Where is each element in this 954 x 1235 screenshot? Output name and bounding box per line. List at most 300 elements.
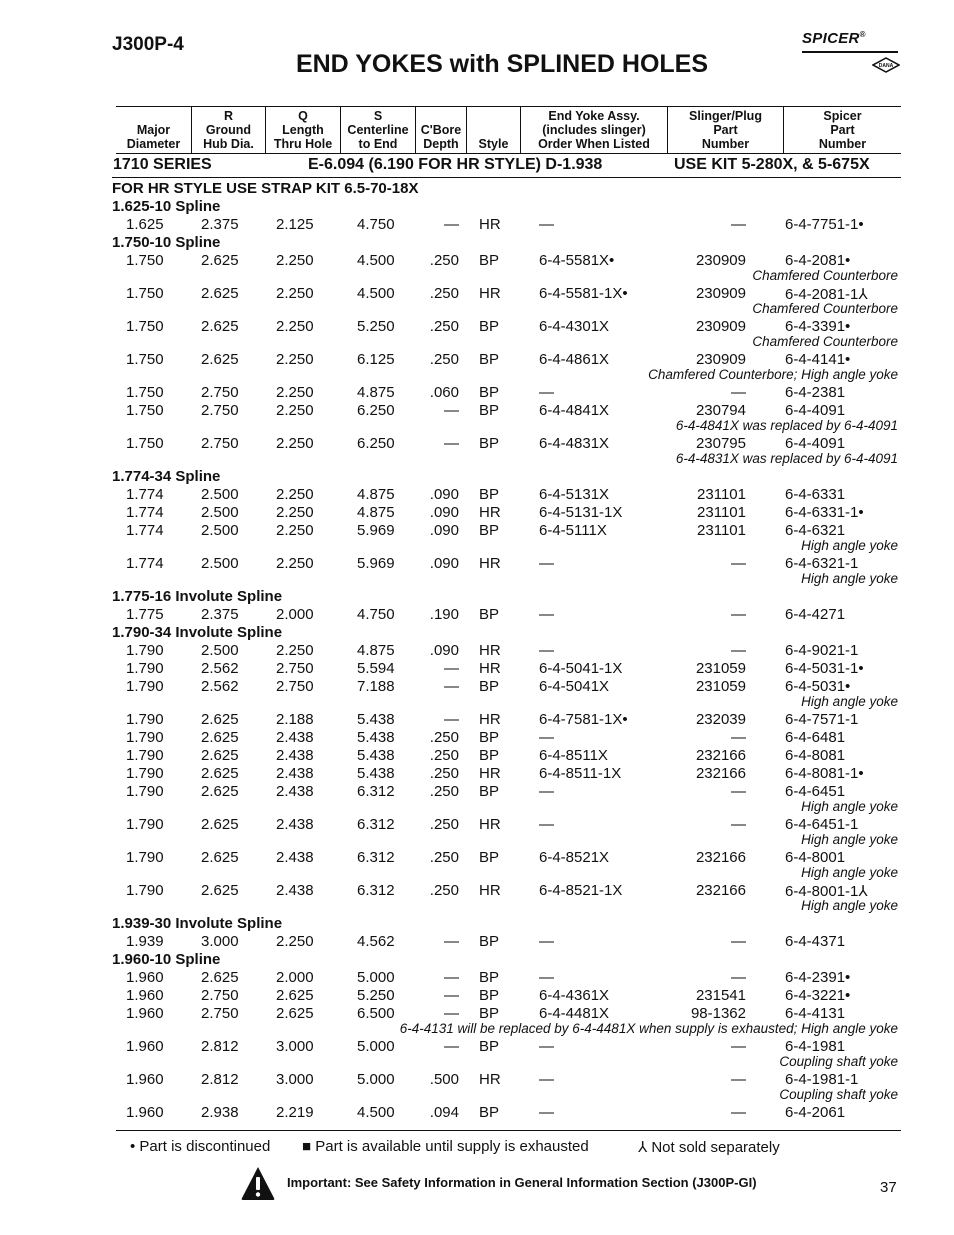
cell-assy: 6-4-5041X (539, 678, 610, 695)
cell-s: 5.438 (357, 747, 395, 764)
cell-pn: 6-4-8001-1⅄ (785, 883, 868, 900)
row-note: High angle yoke (801, 799, 898, 814)
row-note: Chamfered Counterbore (752, 301, 898, 316)
cell-st: BP (479, 402, 500, 419)
cell-d: 1.960 (126, 1038, 164, 1055)
cell-r: 2.938 (201, 1104, 239, 1121)
cell-r: 2.625 (201, 318, 239, 335)
cell-st: BP (479, 933, 500, 950)
cell-c: — (444, 711, 459, 728)
cell-s: 6.312 (357, 882, 395, 899)
cell-d: 1.790 (126, 642, 164, 659)
cell-q: 2.250 (276, 522, 314, 539)
cell-q: 2.250 (276, 285, 314, 302)
cell-r: 2.500 (201, 642, 239, 659)
cell-q: 2.438 (276, 747, 314, 764)
cell-pn: 6-4-6321 (785, 522, 846, 539)
cell-q: 2.250 (276, 318, 314, 335)
cell-d: 1.750 (126, 285, 164, 302)
legend-not-sold: ⅄ Not sold separately (638, 1139, 780, 1156)
warning-icon (240, 1165, 276, 1201)
header-line: S (373, 109, 383, 123)
header-line: Ground (205, 123, 252, 137)
cell-assy: — (539, 606, 554, 623)
cell-assy: 6-4-8521X (539, 849, 610, 866)
cell-assy: — (539, 783, 554, 800)
cell-st: BP (479, 849, 500, 866)
emblem-text: DANA (878, 63, 894, 69)
cell-d: 1.790 (126, 849, 164, 866)
cell-sl: 231059 (695, 678, 746, 695)
cell-q: 2.250 (276, 351, 314, 368)
cell-d: 1.774 (126, 486, 164, 503)
cell-pn: 6-4-5031-1• (785, 660, 864, 677)
header-line: Hub Dia. (203, 137, 254, 151)
row-note: 6-4-4131 will be replaced by 6-4-4481X when supply is exhausted; High angle yoke (399, 1021, 898, 1036)
brand-name-text: SPICER (802, 30, 860, 47)
cell-c: — (444, 933, 459, 950)
cell-c: .250 (429, 882, 459, 899)
cell-s: 5.250 (357, 987, 395, 1004)
cell-q: 2.250 (276, 384, 314, 401)
row-note: High angle yoke (801, 865, 898, 880)
cell-pn: 6-4-2081-1⅄ (785, 286, 868, 303)
cell-c: .250 (429, 252, 459, 269)
cell-st: BP (479, 1005, 500, 1022)
cell-r: 2.625 (201, 969, 239, 986)
cell-sl: 230909 (695, 318, 746, 335)
cell-d: 1.750 (126, 435, 164, 452)
cell-r: 2.500 (201, 555, 239, 572)
cell-q: 2.438 (276, 849, 314, 866)
cell-r: 2.375 (201, 606, 239, 623)
section-title: 1.939-30 Involute Spline (112, 915, 283, 932)
series-kit: USE KIT 5-280X, & 5-675X (674, 156, 870, 173)
cell-d: 1.790 (126, 783, 164, 800)
cell-st: HR (479, 711, 501, 728)
cell-q: 2.625 (276, 1005, 314, 1022)
cell-c: .250 (429, 747, 459, 764)
cell-r: 2.625 (201, 252, 239, 269)
cell-assy: — (539, 642, 554, 659)
cell-d: 1.790 (126, 678, 164, 695)
cell-s: 5.594 (357, 660, 395, 677)
cell-c: .250 (429, 729, 459, 746)
cell-c: .250 (429, 318, 459, 335)
cell-sl: — (731, 555, 746, 572)
series-dimensions: E-6.094 (6.190 FOR HR STYLE) D-1.938 (308, 156, 603, 173)
cell-s: 6.250 (357, 402, 395, 419)
cell-assy: — (539, 729, 554, 746)
cell-r: 2.625 (201, 882, 239, 899)
cell-s: 5.969 (357, 522, 395, 539)
row-note: Chamfered Counterbore (752, 268, 898, 283)
cell-pn: 6-4-2081• (785, 252, 851, 269)
header-line: Centerline (347, 123, 409, 137)
cell-c: .090 (429, 486, 459, 503)
cell-s: 4.875 (357, 486, 395, 503)
cell-assy: 6-4-5111X (539, 522, 607, 539)
cell-c: .250 (429, 816, 459, 833)
cell-sl: — (731, 729, 746, 746)
cell-sl: 230794 (695, 402, 746, 419)
cell-assy: 6-4-5131X (539, 486, 610, 503)
cell-assy: — (539, 384, 554, 401)
cell-sl: — (731, 933, 746, 950)
registered-mark: ® (859, 30, 866, 39)
row-note: High angle yoke (801, 571, 898, 586)
cell-q: 2.250 (276, 486, 314, 503)
cell-s: 5.438 (357, 765, 395, 782)
cell-s: 4.750 (357, 606, 395, 623)
cell-s: 6.125 (357, 351, 395, 368)
page-number: 37 (880, 1179, 897, 1196)
cell-assy: 6-4-8511-1X (539, 765, 622, 782)
header-line: (includes slinger) (542, 123, 646, 137)
cell-c: — (444, 660, 459, 677)
cell-c: .190 (429, 606, 459, 623)
cell-pn: 6-4-1981 (785, 1038, 846, 1055)
cell-r: 2.750 (201, 384, 239, 401)
cell-sl: — (731, 1071, 746, 1088)
cell-sl: 232166 (695, 849, 746, 866)
page-title: END YOKES with SPLINED HOLES (295, 50, 709, 78)
cell-c: .250 (429, 285, 459, 302)
cell-assy: 6-4-4831X (539, 435, 610, 452)
cell-r: 2.625 (201, 816, 239, 833)
cell-assy: 6-4-4841X (539, 402, 610, 419)
cell-st: HR (479, 504, 501, 521)
cell-q: 2.250 (276, 252, 314, 269)
row-note: High angle yoke (801, 694, 898, 709)
header-line: R (223, 109, 234, 123)
cell-s: 4.562 (357, 933, 395, 950)
cell-q: 2.438 (276, 882, 314, 899)
cell-d: 1.750 (126, 252, 164, 269)
cell-r: 2.625 (201, 729, 239, 746)
cell-pn: 6-4-6331-1• (785, 504, 864, 521)
cell-sl: 232039 (695, 711, 746, 728)
section-title: 1.750-10 Spline (112, 234, 221, 251)
row-note: Coupling shaft yoke (779, 1054, 898, 1069)
cell-pn: 6-4-2391• (785, 969, 851, 986)
cell-d: 1.774 (126, 522, 164, 539)
cell-d: 1.960 (126, 1104, 164, 1121)
row-note: High angle yoke (801, 898, 898, 913)
cell-assy: — (539, 1071, 554, 1088)
cell-assy: — (539, 216, 554, 233)
header-line: Major (136, 123, 171, 137)
cell-pn: 6-4-4271 (785, 606, 846, 623)
cell-c: .250 (429, 765, 459, 782)
header-line: Style (478, 137, 509, 151)
cell-sl: 232166 (695, 882, 746, 899)
row-note: Coupling shaft yoke (779, 1087, 898, 1102)
cell-r: 2.625 (201, 285, 239, 302)
header-line: Number (701, 137, 750, 151)
cell-sl: 230909 (695, 351, 746, 368)
row-note: Chamfered Counterbore (752, 334, 898, 349)
section-title: 1.774-34 Spline (112, 468, 221, 485)
row-note: 6-4-4841X was replaced by 6-4-4091 (675, 418, 898, 433)
cell-c: .250 (429, 849, 459, 866)
cell-s: 7.188 (357, 678, 395, 695)
cell-sl: 231059 (695, 660, 746, 677)
cell-assy: — (539, 1104, 554, 1121)
cell-d: 1.774 (126, 555, 164, 572)
cell-c: .094 (429, 1104, 459, 1121)
cell-s: 5.000 (357, 969, 395, 986)
cell-d: 1.790 (126, 882, 164, 899)
cell-st: HR (479, 882, 501, 899)
cell-q: 2.250 (276, 933, 314, 950)
header-line: C'Bore (420, 123, 462, 137)
cell-assy: — (539, 969, 554, 986)
cell-c: .250 (429, 783, 459, 800)
header-line: End Yoke Assy. (548, 109, 640, 123)
cell-c: — (444, 1038, 459, 1055)
cell-c: — (444, 435, 459, 452)
cell-pn: 6-4-2061 (785, 1104, 846, 1121)
cell-q: 2.750 (276, 660, 314, 677)
cell-d: 1.750 (126, 402, 164, 419)
cell-sl: 231101 (697, 522, 746, 539)
cell-sl: — (731, 1104, 746, 1121)
cell-q: 2.625 (276, 987, 314, 1004)
cell-st: HR (479, 216, 501, 233)
cell-st: BP (479, 729, 500, 746)
cell-s: 5.000 (357, 1071, 395, 1088)
row-note: Chamfered Counterbore; High angle yoke (648, 367, 898, 382)
cell-c: — (444, 216, 459, 233)
cell-d: 1.774 (126, 504, 164, 521)
cell-c: — (444, 402, 459, 419)
cell-s: 4.875 (357, 642, 395, 659)
table-bottom-rule (116, 1130, 901, 1131)
cell-r: 2.625 (201, 747, 239, 764)
cell-r: 2.812 (201, 1038, 239, 1055)
cell-s: 6.250 (357, 435, 395, 452)
cell-s: 6.312 (357, 816, 395, 833)
series-name: 1710 SERIES (113, 156, 212, 173)
cell-sl: — (731, 1038, 746, 1055)
cell-r: 2.750 (201, 987, 239, 1004)
cell-sl: — (731, 384, 746, 401)
cell-d: 1.960 (126, 1005, 164, 1022)
cell-q: 2.250 (276, 504, 314, 521)
cell-assy: 6-4-4481X (539, 1005, 610, 1022)
cell-s: 6.312 (357, 849, 395, 866)
safety-note: Important: See Safety Information in General Information Section (J300P-GI) (287, 1175, 757, 1190)
cell-assy: 6-4-5131-1X (539, 504, 623, 521)
cell-c: .090 (429, 555, 459, 572)
cell-pn: 6-4-3221• (785, 987, 851, 1004)
cell-c: .090 (429, 504, 459, 521)
cell-d: 1.750 (126, 318, 164, 335)
cell-pn: 6-4-6451-1 (785, 816, 859, 833)
cell-sl: 230909 (695, 285, 746, 302)
cell-pn: 6-4-4371 (785, 933, 846, 950)
header-line: Part (830, 123, 855, 137)
cell-s: 4.500 (357, 285, 395, 302)
header-line: Diameter (126, 137, 181, 151)
legend-until-exhausted: ■ Part is available until supply is exhausted (302, 1138, 589, 1155)
header-line: Order When Listed (538, 137, 650, 151)
cell-assy: — (539, 816, 554, 833)
section-title: 1.790-34 Involute Spline (112, 624, 283, 641)
cell-q: 2.438 (276, 765, 314, 782)
cell-r: 3.000 (201, 933, 239, 950)
cell-pn: 6-4-8081 (785, 747, 846, 764)
cell-s: 4.500 (357, 1104, 395, 1121)
cell-pn: 6-4-3391• (785, 318, 851, 335)
cell-assy: — (539, 1038, 554, 1055)
cell-c: — (444, 1005, 459, 1022)
cell-d: 1.960 (126, 987, 164, 1004)
cell-pn: 6-4-9021-1 (785, 642, 859, 659)
cell-q: 2.000 (276, 969, 314, 986)
header-line: Part (713, 123, 738, 137)
cell-s: 4.500 (357, 252, 395, 269)
cell-d: 1.750 (126, 351, 164, 368)
cell-r: 2.812 (201, 1071, 239, 1088)
cell-st: BP (479, 678, 500, 695)
cell-st: HR (479, 285, 501, 302)
cell-st: BP (479, 384, 500, 401)
cell-q: 2.250 (276, 402, 314, 419)
cell-sl: 231101 (697, 486, 746, 503)
header-line: Length (282, 123, 324, 137)
cell-q: 2.250 (276, 642, 314, 659)
cell-q: 2.219 (276, 1104, 314, 1121)
cell-s: 5.000 (357, 1038, 395, 1055)
cell-st: BP (479, 351, 500, 368)
cell-r: 2.625 (201, 351, 239, 368)
cell-d: 1.790 (126, 747, 164, 764)
cell-assy: — (539, 555, 554, 572)
cell-r: 2.562 (201, 660, 239, 677)
legend-discontinued: • Part is discontinued (130, 1138, 271, 1155)
cell-st: BP (479, 522, 500, 539)
cell-r: 2.500 (201, 504, 239, 521)
cell-r: 2.750 (201, 1005, 239, 1022)
section-title: 1.775-16 Involute Spline (112, 588, 283, 605)
header-line: Number (818, 137, 867, 151)
cell-d: 1.790 (126, 711, 164, 728)
cell-q: 2.250 (276, 435, 314, 452)
cell-st: BP (479, 435, 500, 452)
section-title: FOR HR STYLE USE STRAP KIT 6.5-70-18X (112, 180, 419, 197)
cell-sl: 98-1362 (690, 1005, 746, 1022)
cell-q: 2.125 (276, 216, 314, 233)
cell-assy: 6-4-5581X• (539, 252, 615, 269)
cell-r: 2.375 (201, 216, 239, 233)
cell-s: 6.500 (357, 1005, 395, 1022)
cell-st: BP (479, 1104, 500, 1121)
cell-d: 1.790 (126, 765, 164, 782)
cell-c: .060 (429, 384, 459, 401)
cell-d: 1.790 (126, 729, 164, 746)
cell-st: HR (479, 642, 501, 659)
cell-sl: 231541 (695, 987, 746, 1004)
cell-s: 4.875 (357, 504, 395, 521)
cell-st: HR (479, 660, 501, 677)
cell-q: 3.000 (276, 1071, 314, 1088)
cell-s: 5.969 (357, 555, 395, 572)
cell-sl: — (731, 606, 746, 623)
cell-r: 2.625 (201, 765, 239, 782)
cell-sl: — (731, 783, 746, 800)
cell-sl: — (731, 969, 746, 986)
cell-s: 5.250 (357, 318, 395, 335)
header-line: Spicer (823, 109, 862, 123)
row-note: High angle yoke (801, 832, 898, 847)
cell-q: 2.250 (276, 555, 314, 572)
cell-q: 2.750 (276, 678, 314, 695)
header-line: Thru Hole (273, 137, 333, 151)
cell-c: .250 (429, 351, 459, 368)
cell-d: 1.960 (126, 969, 164, 986)
cell-d: 1.775 (126, 606, 164, 623)
cell-st: BP (479, 318, 500, 335)
cell-pn: 6-4-6321-1 (785, 555, 859, 572)
cell-c: — (444, 987, 459, 1004)
cell-st: HR (479, 765, 501, 782)
cell-r: 2.750 (201, 435, 239, 452)
cell-r: 2.500 (201, 522, 239, 539)
cell-assy: 6-4-4301X (539, 318, 610, 335)
cell-r: 2.625 (201, 711, 239, 728)
cell-pn: 6-4-4131 (785, 1005, 846, 1022)
cell-st: HR (479, 816, 501, 833)
cell-assy: 6-4-5041-1X (539, 660, 623, 677)
cell-d: 1.750 (126, 384, 164, 401)
cell-sl: 230795 (695, 435, 746, 452)
cell-s: 5.438 (357, 711, 395, 728)
cell-r: 2.500 (201, 486, 239, 503)
cell-r: 2.750 (201, 402, 239, 419)
cell-q: 2.188 (276, 711, 314, 728)
cell-assy: 6-4-7581-1X• (539, 711, 628, 728)
cell-r: 2.625 (201, 849, 239, 866)
header-line: Q (298, 109, 308, 123)
cell-d: 1.625 (126, 216, 164, 233)
cell-s: 6.312 (357, 783, 395, 800)
cell-st: BP (479, 987, 500, 1004)
cell-q: 2.438 (276, 816, 314, 833)
cell-st: BP (479, 783, 500, 800)
cell-pn: 6-4-2381 (785, 384, 846, 401)
cell-assy: 6-4-4361X (539, 987, 610, 1004)
cell-d: 1.790 (126, 660, 164, 677)
cell-d: 1.790 (126, 816, 164, 833)
cell-pn: 6-4-7571-1 (785, 711, 859, 728)
cell-r: 2.625 (201, 783, 239, 800)
header-line: Slinger/Plug (689, 109, 762, 123)
cell-assy: — (539, 933, 554, 950)
cell-st: BP (479, 1038, 500, 1055)
header-line: to End (358, 137, 398, 151)
row-note: 6-4-4831X was replaced by 6-4-4091 (675, 451, 898, 466)
cell-assy: 6-4-5581-1X• (539, 285, 628, 302)
cell-s: 5.438 (357, 729, 395, 746)
cell-c: .090 (429, 642, 459, 659)
cell-s: 4.750 (357, 216, 395, 233)
section-title: 1.625-10 Spline (112, 198, 221, 215)
cell-pn: 6-4-8081-1• (785, 765, 864, 782)
cell-pn: 6-4-4091 (785, 435, 846, 452)
cell-pn: 6-4-6331 (785, 486, 846, 503)
